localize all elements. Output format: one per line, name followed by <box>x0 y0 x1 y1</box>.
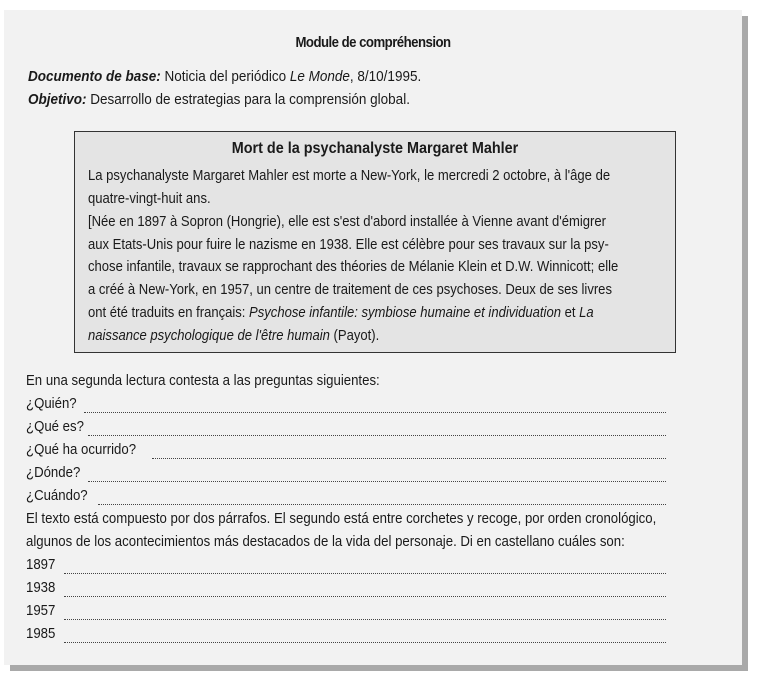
answer-line <box>64 596 666 597</box>
publisher: (Payot). <box>333 327 380 344</box>
article-line: [Née en 1897 à Sopron (Hongrie), elle est s'est d'abord installée à Vienne avant d'émigrer <box>88 213 606 230</box>
documento-source: Le Monde <box>289 68 350 85</box>
question-que-es: ¿Qué es? <box>26 418 84 435</box>
article-text: ont été traduits en français: <box>88 304 246 321</box>
article-line: aux Etats-Unis pour fuire le nazisme en 1938. Elle est célèbre pour ses travaux sur la psy- <box>88 236 609 253</box>
worksheet-page <box>4 10 742 665</box>
paragraph-instruction: algunos de los acontecimientos más destacados de la vida del personaje. Di en castellano cuáles son: <box>26 533 625 550</box>
answer-line <box>84 412 666 413</box>
question-cuando: ¿Cuándo? <box>26 487 88 504</box>
book-title-2-end: naissance psychologique de l'être humain <box>88 327 330 344</box>
answer-line <box>152 458 666 459</box>
answer-line <box>64 619 666 620</box>
answer-line <box>88 435 666 436</box>
article-text: et <box>564 304 576 321</box>
question-donde: ¿Dónde? <box>26 464 81 481</box>
documento-line <box>28 68 421 85</box>
documento-text: Noticia del periódico <box>164 68 287 85</box>
answer-line <box>64 573 666 574</box>
objetivo-line <box>28 91 410 108</box>
year-1897: 1897 <box>26 556 56 573</box>
article-line: quatre-vingt-huit ans. <box>88 190 211 207</box>
answer-line <box>64 642 666 643</box>
article-box <box>74 131 676 353</box>
answer-line <box>98 504 666 505</box>
article-line: chose infantile, travaux se rapprochant des théories de Mélanie Klein et D.W. Winnicott; elle <box>88 258 619 275</box>
answer-line <box>88 481 666 482</box>
year-1938: 1938 <box>26 579 56 596</box>
question-quien: ¿Quién? <box>26 395 77 412</box>
question-que-ha-ocurrido: ¿Qué ha ocurrido? <box>26 441 137 458</box>
year-1985: 1985 <box>26 625 56 642</box>
objetivo-text: Desarrollo de estrategias para la comprensión global. <box>90 91 410 108</box>
documento-label: Documento de base: <box>28 68 161 85</box>
article-title: Mort de la psychanalyste Margaret Mahler <box>231 140 519 157</box>
article-line: a créé à New-York, en 1957, un centre de traitement de ces psychoses. Deux de ses livres <box>88 281 612 298</box>
paragraph-instruction: El texto está compuesto por dos párrafos. El segundo está entre corchetes y recoge, por orden cronológico, <box>26 510 657 527</box>
book-title-1: Psychose infantile: symbiose humaine et individuation <box>249 304 561 321</box>
article-line <box>88 327 379 344</box>
year-1957: 1957 <box>26 602 56 619</box>
article-line <box>88 304 594 321</box>
article-line: La psychanalyste Margaret Mahler est morte a New-York, le mercredi 2 octobre, à l'âge de <box>88 167 611 184</box>
page-title: Module de compréhension <box>295 34 451 51</box>
questions-intro: En una segunda lectura contesta a las preguntas siguientes: <box>26 372 380 389</box>
documento-date: , 8/10/1995. <box>349 68 422 85</box>
objetivo-label: Objetivo: <box>28 91 87 108</box>
book-title-2-start: La <box>579 304 594 321</box>
